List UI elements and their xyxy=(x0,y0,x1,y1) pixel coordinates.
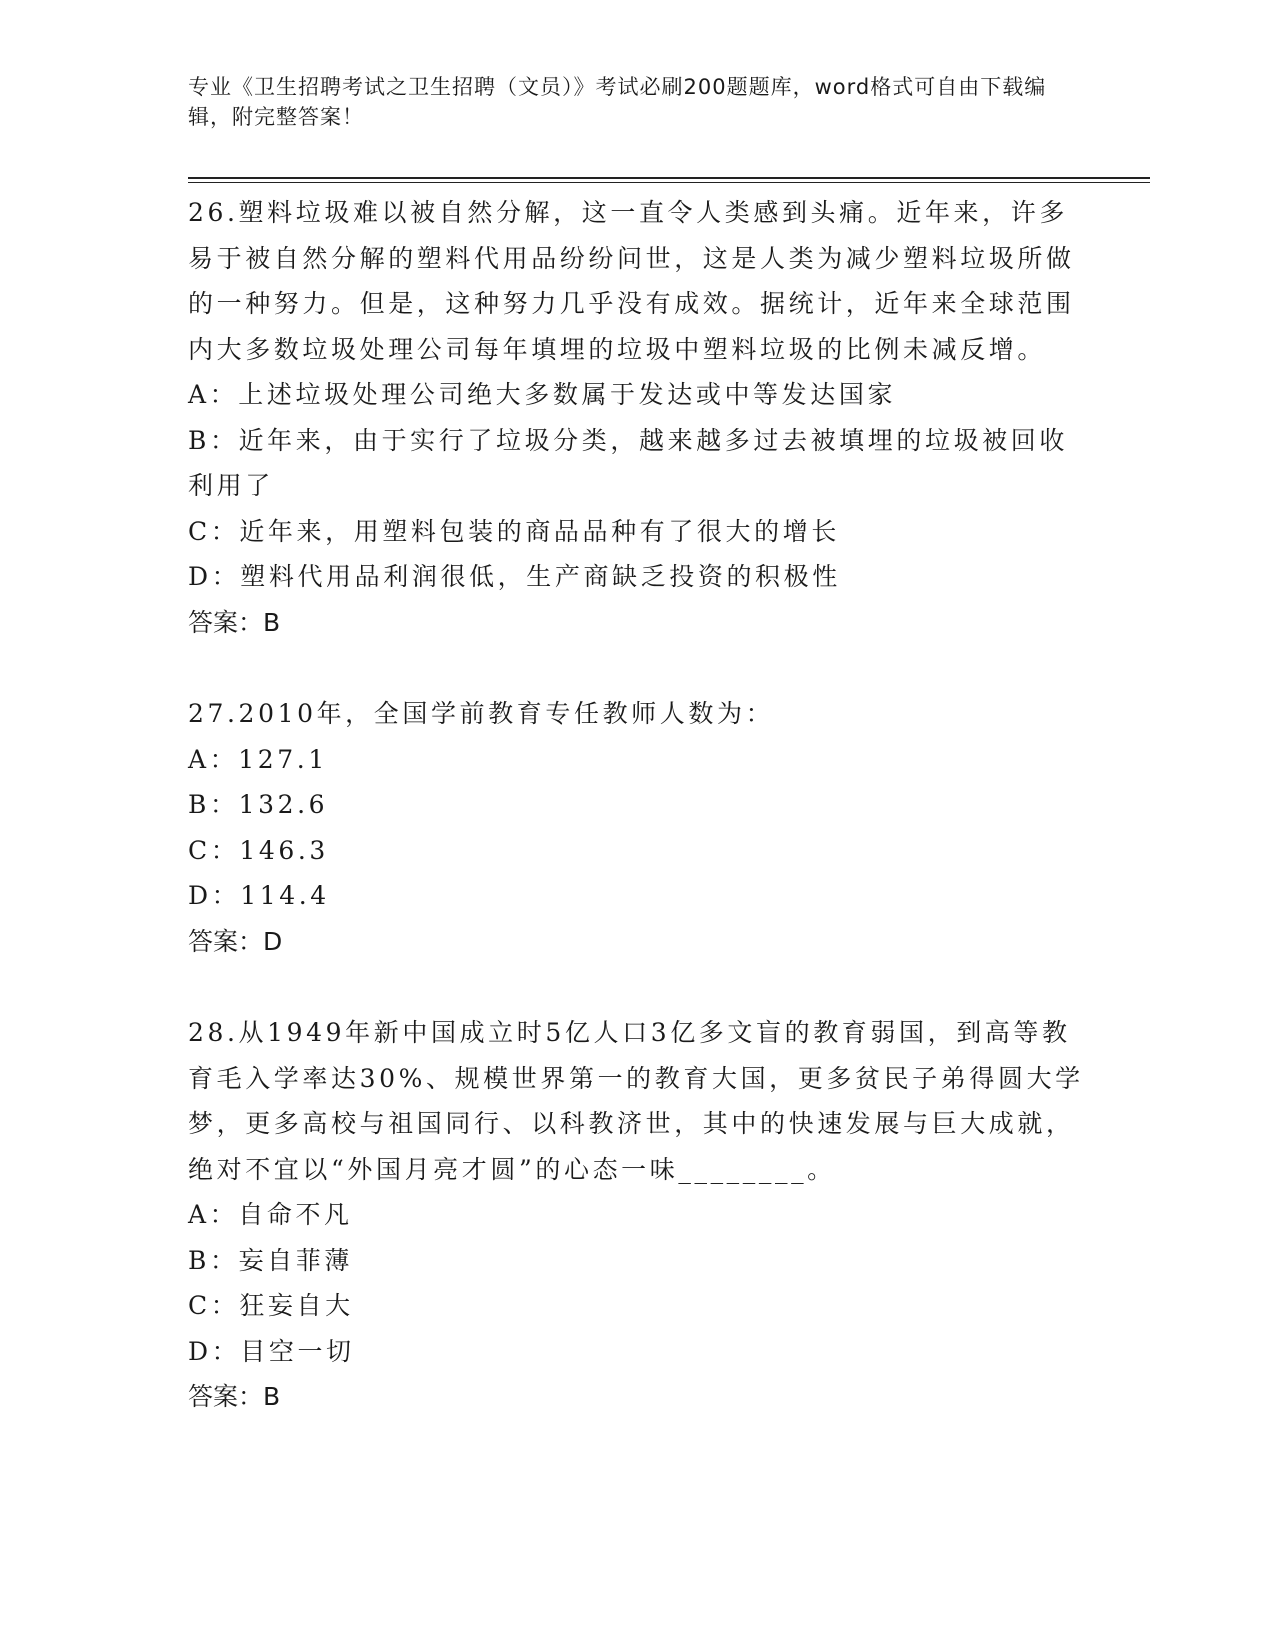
option-c: C：近年来，用塑料包装的商品品种有了很大的增长 xyxy=(188,516,840,546)
question-spacer xyxy=(188,645,1088,691)
option-d: D：114.4 xyxy=(188,881,330,910)
header-rule-thin xyxy=(188,182,1150,183)
question-spacer xyxy=(188,964,1088,1010)
document-header: 专业《卫生招聘考试之卫生招聘（文员）》考试必刷200题题库，word格式可自由下载编辑，附完整答案！ xyxy=(188,75,1047,129)
option-b: B：妄自菲薄 xyxy=(188,1245,353,1275)
option-b: B：132.6 xyxy=(188,790,329,819)
answer-line: 答案：B xyxy=(188,607,281,637)
question-stem: 28.从1949年新中国成立时5亿人口3亿多文盲的教育弱国，到高等教育毛入学率达30%、规模世界第一的教育大国，更多贫民子弟得圆大学梦，更多高校与祖国同行、以科教济世，其中的快速发展与巨大成就，绝对不宜以“外国月亮才圆”的心态一味________。 xyxy=(188,1018,1084,1184)
questions-list xyxy=(188,190,1088,1420)
question-28 xyxy=(188,1010,1088,1420)
header-rule-thick xyxy=(188,177,1150,179)
option-d: D：塑料代用品利润很低，生产商缺乏投资的积极性 xyxy=(188,562,841,591)
option-b: B：近年来，由于实行了垃圾分类，越来越多过去被填埋的垃圾被回收利用了 xyxy=(188,425,1068,500)
answer-line: 答案：D xyxy=(188,926,283,956)
option-a: A：上述垃圾处理公司绝大多数属于发达或中等发达国家 xyxy=(188,380,897,409)
question-27 xyxy=(188,691,1088,964)
option-c: C：狂妄自大 xyxy=(188,1291,354,1320)
question-stem: 26.塑料垃圾难以被自然分解，这一直令人类感到头痛。近年来，许多易于被自然分解的塑料代用品纷纷问世，这是人类为减少塑料垃圾所做的一种努力。但是，这种努力几乎没有成效。据统计，近年来全球范围内大多数垃圾处理公司每年填埋的垃圾中塑料垃圾的比例未减反增。 xyxy=(188,198,1075,364)
option-a: A：自命不凡 xyxy=(188,1200,353,1229)
option-c: C：146.3 xyxy=(188,835,329,865)
option-a: A：127.1 xyxy=(188,744,328,774)
question-26 xyxy=(188,190,1088,645)
option-d: D：目空一切 xyxy=(188,1336,355,1366)
question-stem: 27.2010年，全国学前教育专任教师人数为： xyxy=(188,699,775,728)
answer-line: 答案：B xyxy=(188,1382,281,1411)
